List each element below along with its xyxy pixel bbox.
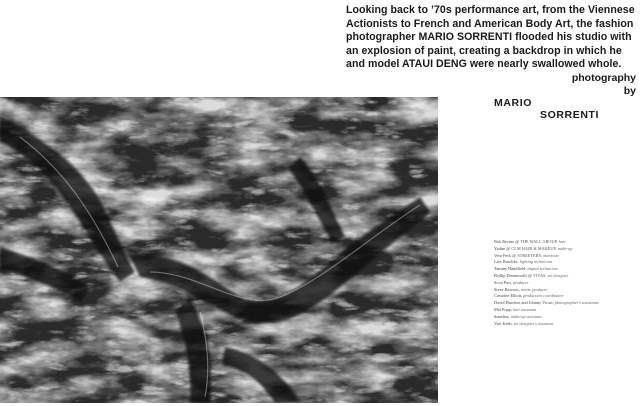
credit-role: set designer — [546, 272, 569, 278]
credit-line — [494, 273, 640, 280]
credit-role: photographer's assistants — [553, 300, 599, 306]
credit-role: production coordinator — [522, 293, 564, 299]
credit-line — [494, 280, 640, 287]
credit-line — [494, 259, 640, 266]
paint-studio-photograph — [0, 97, 438, 403]
credit-agency: CLM HAIR & MAKEUP, — [511, 245, 557, 251]
credit-role: make-up assistant — [509, 313, 542, 319]
photographer-first-name: MARIO — [494, 97, 532, 109]
credit-line — [494, 314, 640, 321]
credits-list — [494, 239, 640, 327]
by-label: by — [623, 85, 636, 97]
intro-line: Actionists to French and American Body Art, the fashion — [346, 17, 634, 30]
credit-role: hair — [557, 239, 566, 244]
credit-role: manicure — [542, 252, 560, 258]
credit-agency: VIVAS, — [532, 272, 547, 278]
credit-line — [494, 307, 640, 314]
credit-name: Lars Buschke, — [494, 259, 519, 265]
credit-line — [494, 287, 640, 294]
intro-line: and model ATAUI DENG were nearly swallowed whole. — [346, 58, 622, 71]
credit-line — [494, 253, 640, 260]
credit-line — [494, 239, 640, 246]
credit-name: Scott Parr, — [494, 279, 512, 285]
credit-role: digital technician — [526, 266, 558, 272]
credit-role: hair assistant — [511, 306, 537, 312]
credit-agency: THE WALL GROUP, — [520, 239, 558, 244]
photographer-last-name: SORRENTI — [540, 109, 600, 121]
credit-line — [494, 246, 640, 253]
photo-credit-label — [572, 72, 636, 98]
credit-role: make-up — [556, 245, 573, 251]
photography-label: photography — [571, 72, 636, 84]
credit-name: Vera Peck @ — [494, 252, 518, 258]
credit-name: David Hurchen and Johnny Vicari, — [494, 300, 554, 306]
credit-role: set designer's assistant — [512, 320, 554, 326]
credit-line — [494, 321, 640, 328]
credit-name: Mel Popp, — [494, 306, 512, 312]
credit-name: Vasi Keeb, — [494, 320, 513, 326]
credit-name: Tammy Handfield, — [494, 266, 527, 272]
intro-line: photographer MARIO SORRENTI flooded his studio with — [346, 31, 632, 44]
credit-name: Cassidee Elliott, — [494, 293, 523, 299]
credit-line — [494, 300, 640, 307]
credit-name: Bob Recine @ — [494, 239, 521, 244]
intro-paragraph — [346, 4, 636, 72]
credit-agency: STREETERS, — [517, 252, 543, 258]
intro-line: Looking back to ’70s performance art, from the Viennese — [346, 4, 635, 16]
credit-name: Sunalisa, — [494, 313, 510, 319]
intro-line: an explosion of paint, creating a backdrop in which he — [346, 44, 622, 57]
credit-name: Yadim @ — [494, 245, 512, 251]
credit-name: Steve Rawson, — [494, 286, 520, 292]
credit-role: lighting technician — [518, 259, 553, 265]
credit-role: producer — [511, 279, 529, 285]
credit-name: Phillip Demmwelli @ — [494, 272, 533, 278]
credit-role: movie producer — [519, 286, 548, 292]
credit-line — [494, 293, 640, 300]
credit-line — [494, 266, 640, 273]
